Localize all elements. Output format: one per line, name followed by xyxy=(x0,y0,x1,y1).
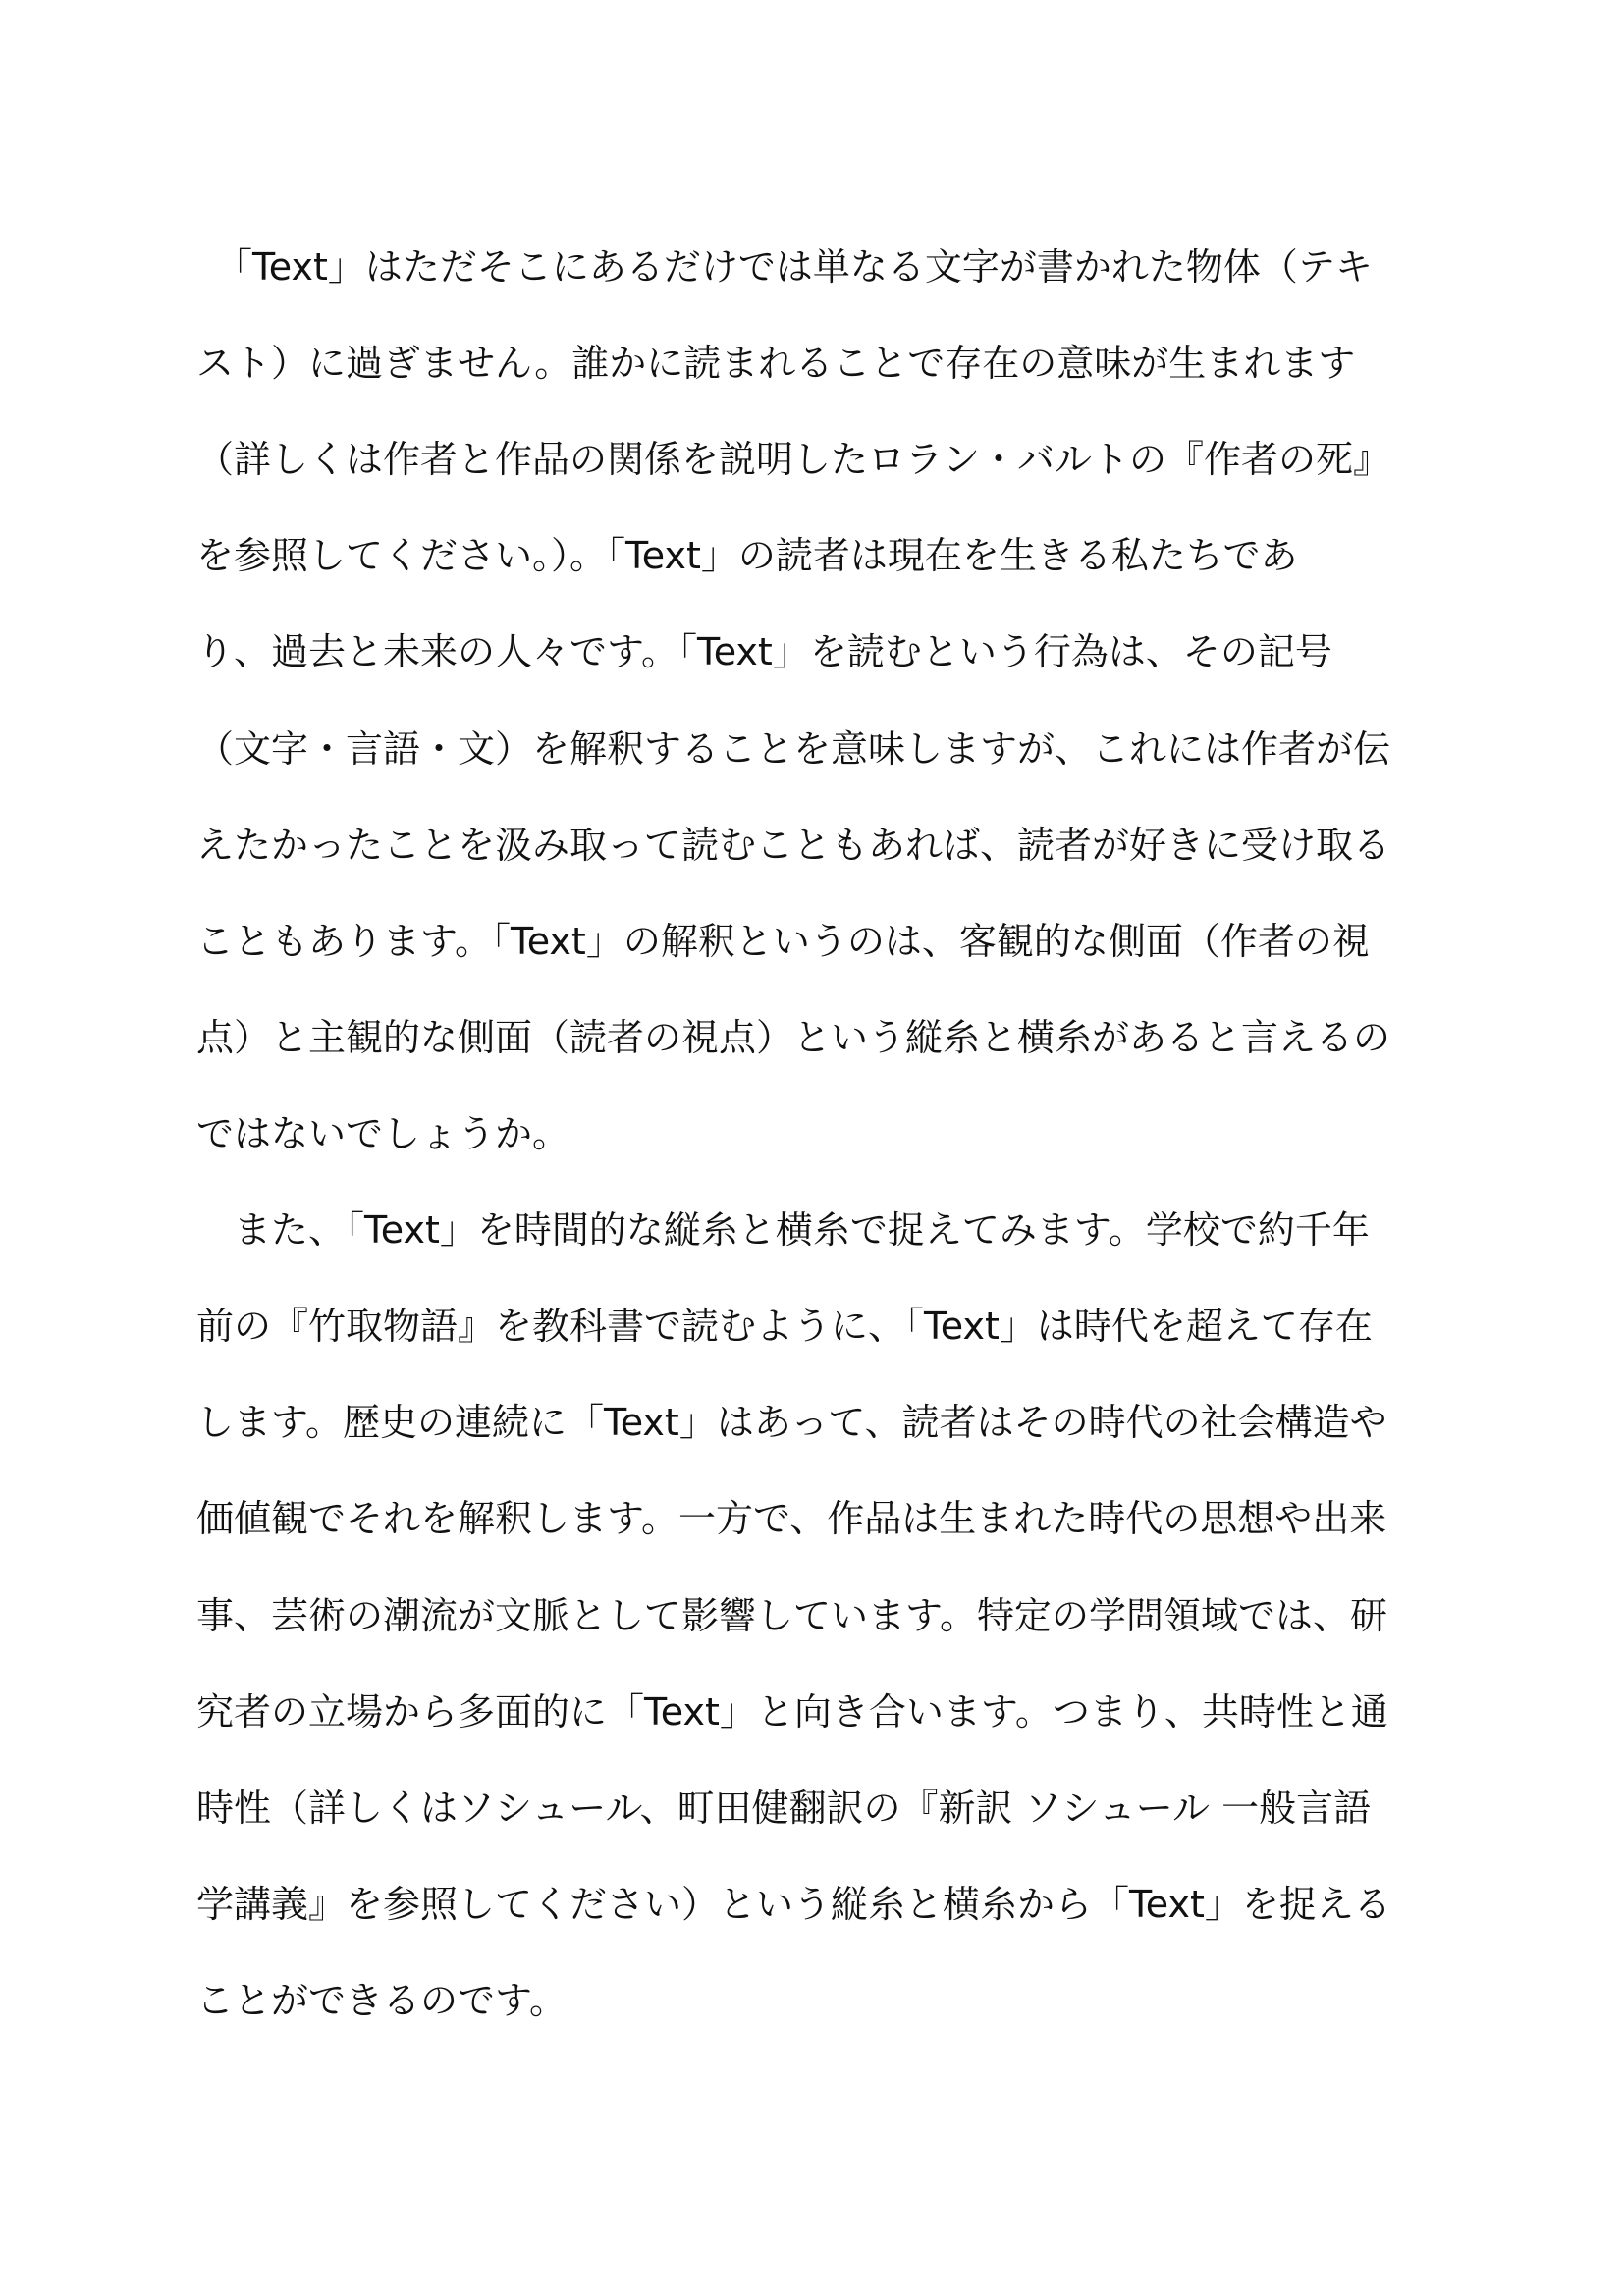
paragraph-1-line-6: （文字・言語・文）を解釈することを意味しますが、これには作者が伝 xyxy=(196,727,1391,771)
paragraph-1-line-2: スト）に過ぎません。誰かに読まれることで存在の意味が生まれます xyxy=(196,342,1356,385)
paragraph-2-line-2: 前の『竹取物語』を教科書で読むように、「Text」は時代を超えて存在 xyxy=(196,1305,1373,1348)
paragraph-2-line-9: ことができるのです。 xyxy=(196,1979,567,2022)
paragraph-1-line-1: 「Text」はただそこにあるだけでは単なる文字が書かれた物体（テキ xyxy=(196,245,1373,289)
paragraph-2-line-5: 事、芸術の潮流が文脈として影響しています。特定の学問領域では、研 xyxy=(196,1594,1387,1637)
paragraph-1-line-5: り、過去と未来の人々です。「Text」を読むという行為は、その記号 xyxy=(196,630,1332,673)
paragraph-2-line-4: 価値観でそれを解釈します。一方で、作品は生まれた時代の思想や出来 xyxy=(196,1497,1387,1540)
paragraph-1-line-4: を参照してください。）。「Text」の読者は現在を生きる私たちであ xyxy=(196,534,1298,577)
paragraph-2-line-6: 究者の立場から多面的に「Text」と向き合います。つまり、共時性と通 xyxy=(196,1690,1388,1734)
paragraph-2-line-1: また、「Text」を時間的な縦糸と横糸で捉えてみます。学校で約千年 xyxy=(196,1208,1370,1252)
paragraph-2-line-8: 学講義』を参照してください）という縦糸と横糸から「Text」を捉える xyxy=(196,1883,1391,1926)
paragraph-1-line-3: （詳しくは作者と作品の関係を説明したロラン・バルトの『作者の死』 xyxy=(196,438,1391,481)
paragraph-2-line-3: します。歴史の連続に「Text」はあって、読者はその時代の社会構造や xyxy=(196,1401,1387,1444)
paragraph-1-line-7: えたかったことを汲み取って読むこともあれば、読者が好きに受け取る xyxy=(196,824,1391,867)
paragraph-1-line-9: 点）と主観的な側面（読者の視点）という縦糸と横糸があると言えるの xyxy=(196,1016,1391,1059)
paragraph-1-line-10: ではないでしょうか。 xyxy=(196,1112,570,1155)
paragraph-2-line-7: 時性（詳しくはソシュール、町田健翻訳の『新訳 ソシュール 一般言語 xyxy=(196,1787,1372,1830)
paragraph-1-line-8: こともあります。「Text」の解釈というのは、客観的な側面（作者の視 xyxy=(196,920,1370,963)
